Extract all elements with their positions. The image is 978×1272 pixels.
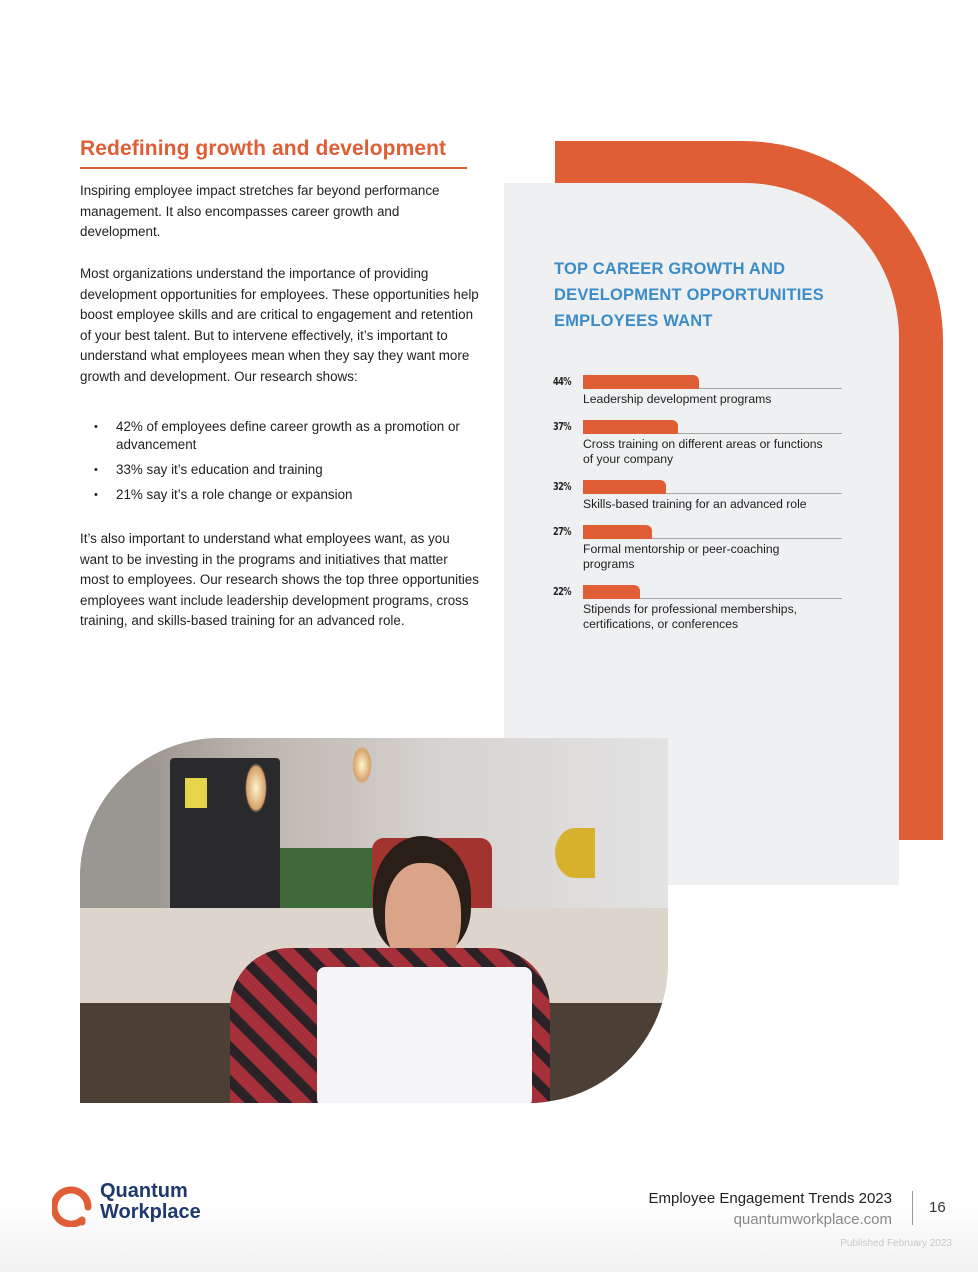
bar-fill <box>583 480 666 494</box>
bar-row <box>553 584 845 632</box>
published-date: Published February 2023 <box>840 1238 952 1249</box>
bar-fill <box>583 420 678 434</box>
quantum-workplace-logo <box>52 1181 232 1229</box>
research-paragraph: Most organizations understand the importance of providing development opportunities for employees. These opportunities help boost employee skills and are critical to engagement and retention of your best talent. But to intervene effectively, it’s important to understand what employees mean when they say they want more growth and development. Our research shows: <box>80 266 479 384</box>
section-title: Redefining growth and development <box>80 136 467 169</box>
bar-value: 37% <box>553 420 571 433</box>
bar-label: Leadership development programs <box>583 392 772 406</box>
bar-label: Formal mentorship or peer-coaching programs <box>583 542 780 571</box>
bar-fill <box>583 585 640 599</box>
bar-value: 44% <box>553 375 571 388</box>
finding-item: • 21% say it’s a role change or expansion <box>94 487 353 502</box>
finding-item: • 33% say it’s education and training <box>94 462 323 477</box>
bar-value: 22% <box>553 585 571 598</box>
bar-row <box>553 479 845 512</box>
bar-label: Stipends for professional memberships, certifications, or conferences <box>583 602 798 631</box>
bar-label: Skills-based training for an advanced role <box>583 497 807 511</box>
bar-row <box>553 419 845 467</box>
bar-row <box>553 524 845 572</box>
footer-report-info <box>649 1188 893 1230</box>
website-link[interactable]: quantumworkplace.com <box>733 1211 892 1228</box>
bar-fill <box>583 525 652 539</box>
intro-paragraph: Inspiring employee impact stretches far beyond performance management. It also encompasses career growth and development. <box>80 183 440 240</box>
bar-value: 27% <box>553 525 571 538</box>
bar-row <box>553 374 845 407</box>
footer-divider <box>912 1191 913 1225</box>
finding-item: • 42% of employees define career growth as a promotion or advancement <box>94 419 460 452</box>
chart-title: TOP CAREER GROWTH AND DEVELOPMENT OPPORTUNITIES EMPLOYEES WANT <box>554 260 824 330</box>
bar-fill <box>583 375 699 389</box>
report-title: Employee Engagement Trends 2023 <box>648 1190 892 1207</box>
bar-label: Cross training on different areas or functions of your company <box>583 437 823 466</box>
closing-paragraph: It’s also important to understand what employees want, as you want to be investing in the programs and initiatives that matter most to employees. Our research shows the top three opportunities employees want include leadership development programs, cross training, and skills-based training for an advanced role. <box>80 531 479 629</box>
photo-woman-on-laptop <box>80 738 668 1103</box>
logo-q-icon <box>52 1183 94 1227</box>
bar-value: 32% <box>553 480 571 493</box>
findings-list <box>80 418 480 511</box>
logo-wordmark: Quantum Workplace <box>100 1180 201 1223</box>
page-number: 16 <box>929 1199 946 1216</box>
bar-chart <box>553 374 845 632</box>
bullet-icon: • <box>94 489 98 501</box>
bullet-icon: • <box>94 464 98 476</box>
bullet-icon: • <box>94 421 98 433</box>
